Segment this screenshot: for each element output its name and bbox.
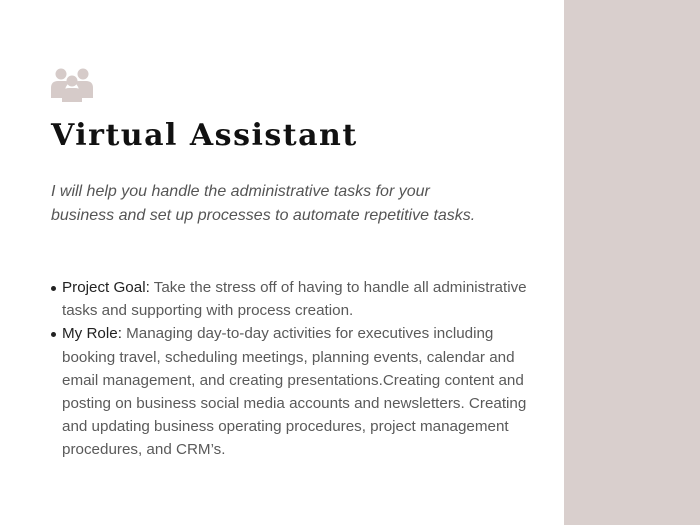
bullet-label: Project Goal: (62, 279, 150, 296)
decorative-side-panel (564, 0, 700, 525)
bullet-dot-icon (51, 286, 56, 291)
bullet-project-goal (51, 276, 541, 322)
bullet-my-role (51, 322, 541, 461)
bullet-list (51, 276, 541, 462)
people-group-icon (51, 68, 93, 102)
bullet-dot-icon (51, 332, 56, 337)
intro-text: I will help you handle the administrative tasks for your business and set up processes to automate repetitive tasks. (51, 183, 476, 224)
page-title: Virtual Assistant (51, 118, 358, 153)
bullet-label: My Role: (62, 325, 122, 343)
bullet-text: Managing day-to-day activities for executives including booking travel, scheduling meetings, planning events, calendar and email management, and creating presentations.Creating content and posting on business social media accounts and newsletters. Creating and updating business operating procedures, project management procedures, and CRM’s. (62, 325, 527, 459)
bullet-text: Take the stress off of having to handle all administrative tasks and supporting with process creation. (62, 279, 527, 320)
